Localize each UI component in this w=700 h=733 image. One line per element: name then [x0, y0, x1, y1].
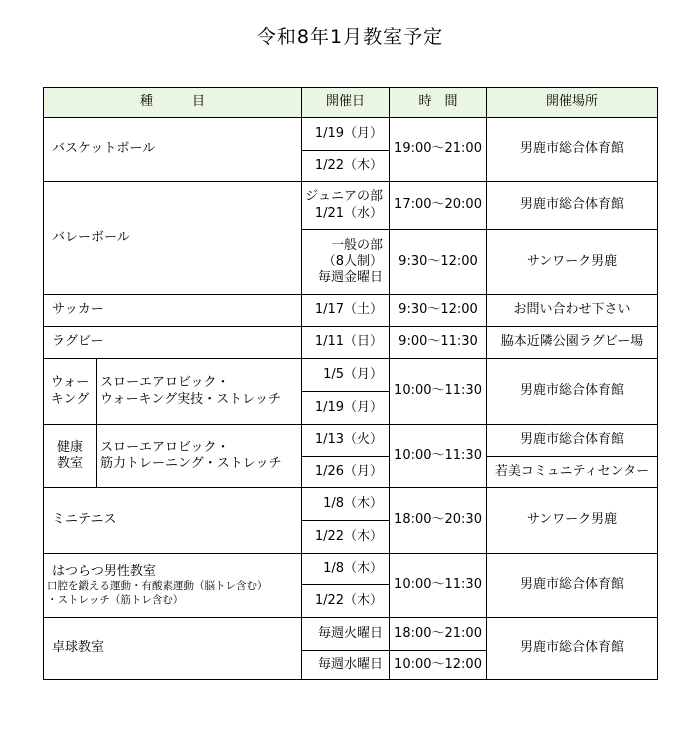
row-tabletennis [44, 618, 658, 651]
row-soccer [44, 295, 658, 327]
hatsuratsu-sub1: 口腔を鍛える運動・有酸素運動（脳トレ含む） [47, 579, 268, 592]
time-minitennis: 18:00～20:30 [390, 488, 487, 554]
date-health-2: 1/26（月） [302, 457, 390, 488]
date-walking-2: 1/19（月） [302, 392, 390, 425]
time-tabletennis-1: 18:00～21:00 [390, 618, 487, 651]
category-walking [44, 359, 97, 425]
time-rugby: 9:00～11:30 [390, 327, 487, 359]
walking-category-line2: キング [50, 391, 90, 407]
event-hatsuratsu [44, 554, 302, 618]
time-health: 10:00～11:30 [390, 425, 487, 488]
row-hatsuratsu [44, 554, 658, 585]
header-event: 種 目 [44, 88, 302, 118]
time-basketball: 19:00～21:00 [390, 118, 487, 182]
walking-detail-line1: スローエアロビック・ [100, 375, 230, 391]
time-hatsuratsu: 10:00～11:30 [390, 554, 487, 618]
venue-minitennis: サンワーク男鹿 [487, 488, 658, 554]
volleyball-general-date: 毎週金曜日 [318, 270, 384, 286]
header-time: 時 間 [390, 88, 487, 118]
date-volleyball-general [302, 230, 390, 295]
venue-tabletennis: 男鹿市総合体育館 [487, 618, 658, 680]
venue-hatsuratsu: 男鹿市総合体育館 [487, 554, 658, 618]
event-minitennis: ミニテニス [44, 488, 302, 554]
venue-basketball: 男鹿市総合体育館 [487, 118, 658, 182]
walking-category-line1: ウォー [50, 375, 90, 391]
header-date: 開催日 [302, 88, 390, 118]
volleyball-junior-label: ジュニアの部 [305, 189, 384, 205]
row-volleyball-junior [44, 182, 658, 230]
time-volleyball-general: 9:30～12:00 [390, 230, 487, 295]
event-volleyball: バレーボール [44, 182, 302, 295]
date-basketball-2: 1/22（木） [302, 151, 390, 182]
venue-walking: 男鹿市総合体育館 [487, 359, 658, 425]
row-basketball [44, 118, 658, 151]
walking-detail-line2: ウォーキング実技・ストレッチ [100, 391, 281, 407]
header-row [44, 88, 658, 118]
time-walking: 10:00～11:30 [390, 359, 487, 425]
category-health [44, 425, 97, 488]
row-minitennis [44, 488, 658, 521]
venue-health-2: 若美コミュニティセンター [487, 457, 658, 488]
health-category-line2: 教室 [56, 456, 83, 471]
date-basketball-1: 1/19（月） [302, 118, 390, 151]
date-soccer: 1/17（土） [302, 295, 390, 327]
header-venue: 開催場所 [487, 88, 658, 118]
date-tabletennis-2: 毎週水曜日 [302, 651, 390, 680]
date-health-1: 1/13（火） [302, 425, 390, 457]
date-tabletennis-1: 毎週火曜日 [302, 618, 390, 651]
date-hatsuratsu-2: 1/22（木） [302, 585, 390, 618]
event-tabletennis: 卓球教室 [44, 618, 302, 680]
time-volleyball-junior: 17:00～20:00 [390, 182, 487, 230]
event-soccer: サッカー [44, 295, 302, 327]
date-minitennis-1: 1/8（木） [302, 488, 390, 521]
date-rugby: 1/11（日） [302, 327, 390, 359]
time-soccer: 9:30～12:00 [390, 295, 487, 327]
row-rugby [44, 327, 658, 359]
time-tabletennis-2: 10:00～12:00 [390, 651, 487, 680]
health-category-line1: 健康 [56, 439, 83, 455]
volleyball-junior-date: 1/21（水） [314, 205, 384, 221]
date-volleyball-junior [302, 182, 390, 230]
venue-soccer: お問い合わせ下さい [487, 295, 658, 327]
volleyball-general-label: 一般の部 [331, 237, 384, 253]
detail-health [97, 425, 302, 488]
schedule-table [43, 87, 658, 680]
venue-volleyball-junior: 男鹿市総合体育館 [487, 182, 658, 230]
health-detail-line2: 筋力トレーニング・ストレッチ [100, 456, 282, 471]
hatsuratsu-name: はつらつ男性教室 [52, 563, 156, 579]
date-walking-1: 1/5（月） [302, 359, 390, 392]
health-detail-line1: スローエアロビック・ [100, 439, 230, 455]
row-health [44, 425, 658, 457]
venue-volleyball-general: サンワーク男鹿 [487, 230, 658, 295]
date-minitennis-2: 1/22（木） [302, 521, 390, 554]
venue-health-1: 男鹿市総合体育館 [487, 425, 658, 457]
event-rugby: ラグビー [44, 327, 302, 359]
volleyball-general-system: （8人制） [322, 253, 384, 269]
venue-rugby: 脇本近隣公園ラグビー場 [487, 327, 658, 359]
detail-walking [97, 359, 302, 425]
event-basketball: バスケットボール [44, 118, 302, 182]
hatsuratsu-sub2: ・ストレッチ（筋トレ含む） [47, 593, 184, 606]
page-title: 令和8年1月教室予定 [256, 26, 444, 48]
row-walking [44, 359, 658, 392]
date-hatsuratsu-1: 1/8（木） [302, 554, 390, 585]
